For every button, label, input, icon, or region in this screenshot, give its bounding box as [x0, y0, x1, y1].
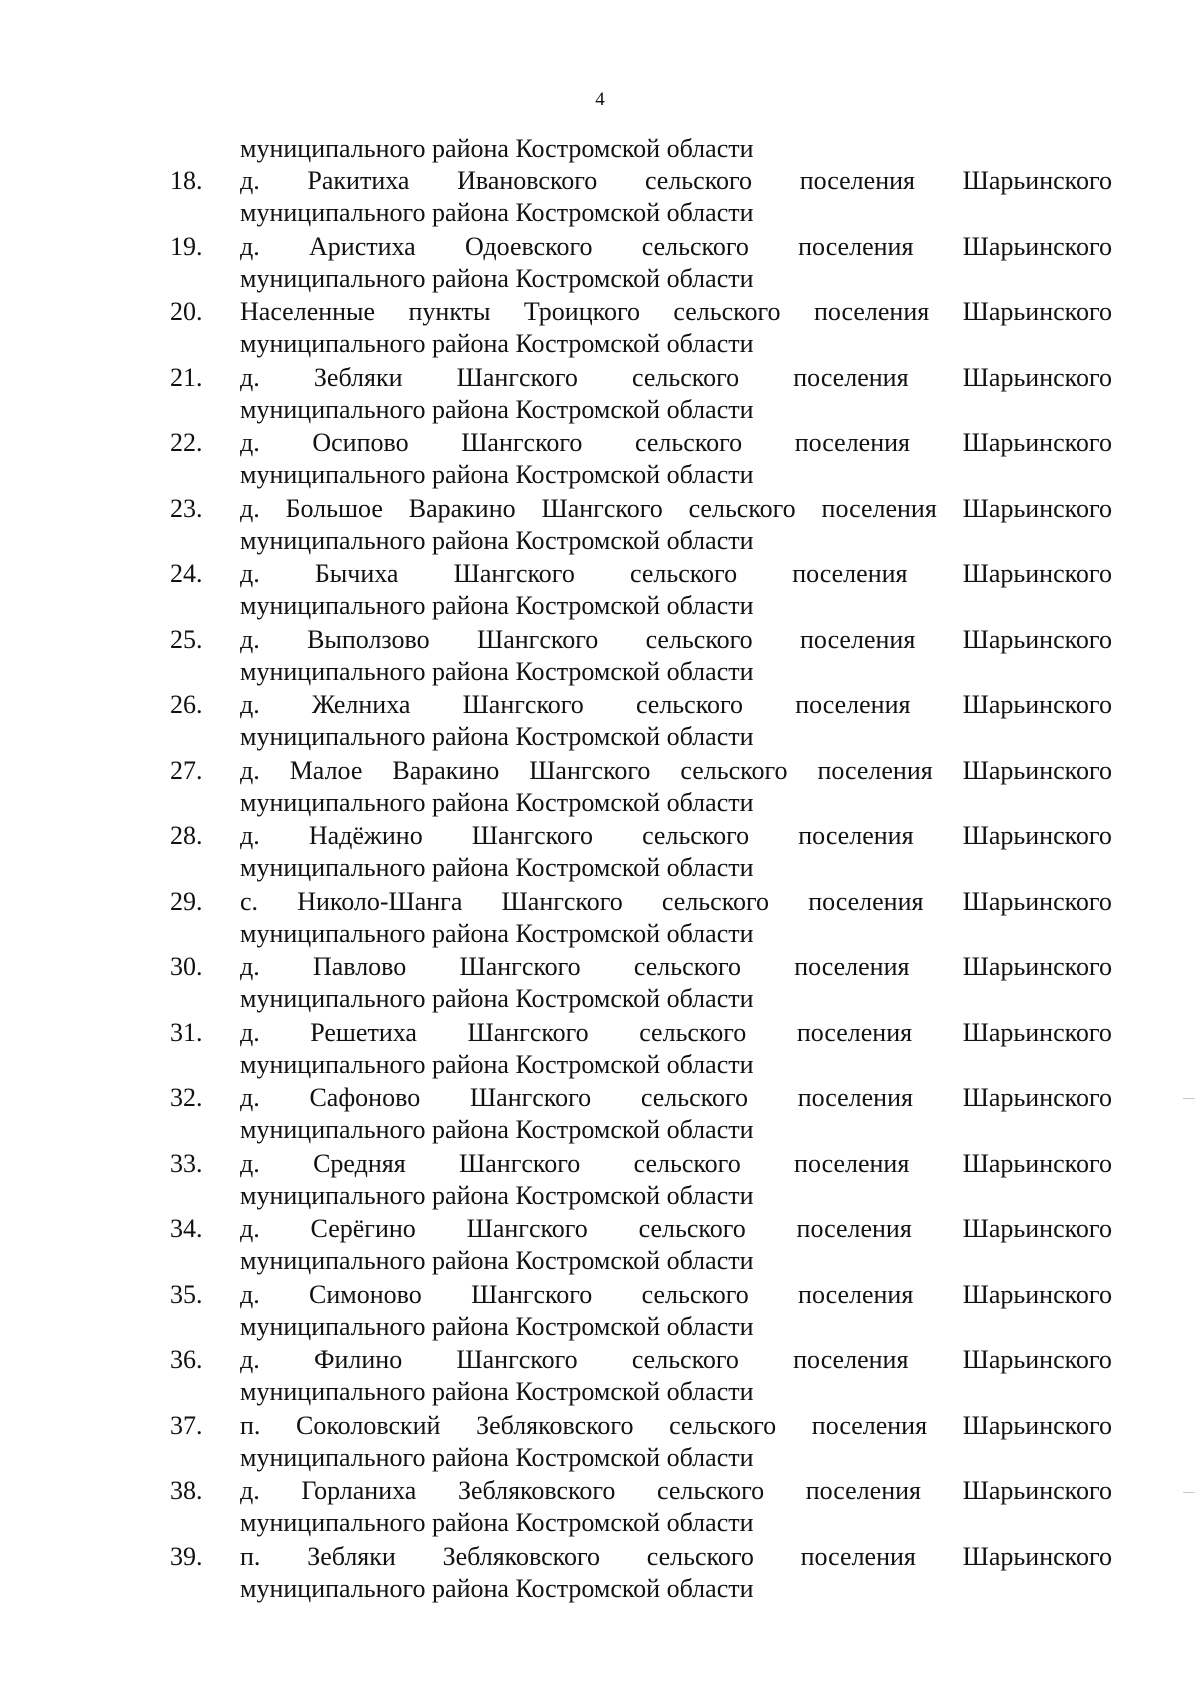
list-item [0, 558, 1200, 624]
item-text-line1: с. Николо-Шанга Шангского сельского поселения Шарьинского [240, 886, 1112, 916]
item-number: 21. [170, 362, 203, 392]
list-item [0, 1082, 1200, 1148]
list-item [0, 1410, 1200, 1476]
item-number: 37. [170, 1410, 203, 1440]
item-text-line2: муниципального района Костромской области [240, 853, 754, 882]
item-text-line2: муниципального района Костромской области [240, 1049, 754, 1079]
item-text-line1: д. Решетиха Шангского сельского поселения Шарьинского [240, 1017, 1112, 1047]
item-text-line1: п. Зебляки Зебляковского сельского поселения Шарьинского [240, 1541, 1112, 1571]
item-text-line1: д. Бычиха Шангского сельского поселения Шарьинского [240, 559, 1112, 588]
item-number: 38. [170, 1476, 203, 1505]
item-text-line1: д. Малое Варакино Шангского сельского поселения Шарьинского [240, 755, 1112, 785]
item-number: 33. [170, 1148, 203, 1178]
item-text-line2: муниципального района Костромской области [240, 1311, 754, 1341]
item-number: 23. [170, 493, 203, 523]
continuation-line: муниципального района Костромской области [240, 134, 754, 163]
item-text-line1: д. Зебляки Шангского сельского поселения Шарьинского [240, 362, 1112, 392]
list-item [0, 493, 1200, 559]
item-text-line2: муниципального района Костромской области [240, 1115, 754, 1144]
list-item [0, 1344, 1200, 1410]
list-item [0, 820, 1200, 886]
list-item [0, 362, 1200, 428]
item-text-line1: д. Осипово Шангского сельского поселения Шарьинского [240, 428, 1112, 457]
item-number: 29. [170, 886, 203, 916]
list-item [0, 951, 1200, 1017]
item-text-line1: д. Средняя Шангского сельского поселения Шарьинского [240, 1148, 1112, 1178]
item-text-line1: д. Желниха Шангского сельского поселения Шарьинского [240, 690, 1112, 719]
item-text-line1: д. Большое Варакино Шангского сельского поселения Шарьинского [240, 493, 1112, 523]
item-number: 39. [170, 1541, 203, 1571]
item-text-line2: муниципального района Костромской области [240, 329, 754, 358]
item-text-line2: муниципального района Костромской области [240, 1442, 754, 1472]
list-item [0, 231, 1200, 297]
item-number: 34. [170, 1214, 203, 1243]
item-text-line2: муниципального района Костромской области [240, 984, 754, 1013]
item-text-line2: муниципального района Костромской области [240, 1508, 754, 1537]
item-number: 28. [170, 821, 203, 850]
item-text-line1: д. Надёжино Шангского сельского поселения Шарьинского [240, 821, 1112, 850]
item-text-line2: муниципального района Костромской области [240, 525, 754, 555]
item-text-line2: муниципального района Костромской области [240, 1246, 754, 1275]
item-text-line1: д. Выползово Шангского сельского поселения Шарьинского [240, 624, 1112, 654]
item-text-line1: д. Серёгино Шангского сельского поселения Шарьинского [240, 1214, 1112, 1243]
item-text-line1: п. Соколовский Зебляковского сельского поселения Шарьинского [240, 1410, 1112, 1440]
item-text-line2: муниципального района Костромской области [240, 394, 754, 424]
item-number: 30. [170, 952, 203, 981]
list-item [0, 296, 1200, 362]
list-item [0, 1279, 1200, 1345]
item-number: 19. [170, 231, 203, 261]
list-item [0, 1213, 1200, 1279]
margin-mark [1183, 1098, 1195, 1099]
page-number: 4 [595, 89, 605, 110]
list-item [0, 1017, 1200, 1083]
list-item [0, 886, 1200, 952]
item-text-line2: муниципального района Костромской области [240, 722, 754, 751]
item-number: 27. [170, 755, 203, 785]
item-text-line1: д. Горланиха Зебляковского сельского поселения Шарьинского [240, 1476, 1112, 1505]
list-item [0, 165, 1200, 231]
list-item [0, 624, 1200, 690]
item-text-line1: д. Симоново Шангского сельского поселения Шарьинского [240, 1279, 1112, 1309]
item-number: 25. [170, 624, 203, 654]
item-text-line1: д. Филино Шангского сельского поселения Шарьинского [240, 1345, 1112, 1374]
item-text-line2: муниципального района Костромской области [240, 656, 754, 686]
item-text-line2: муниципального района Костромской области [240, 263, 754, 293]
item-text-line2: муниципального района Костромской области [240, 1377, 754, 1406]
settlement-list [0, 165, 1200, 1606]
list-item [0, 1148, 1200, 1214]
item-text-line1: д. Аристиха Одоевского сельского поселения Шарьинского [240, 231, 1112, 261]
item-number: 24. [170, 559, 203, 588]
item-number: 35. [170, 1279, 203, 1309]
list-item [0, 427, 1200, 493]
item-text-line2: муниципального района Костромской области [240, 1180, 754, 1210]
list-item [0, 1541, 1200, 1607]
item-text-line1: д. Сафоново Шангского сельского поселения Шарьинского [240, 1083, 1112, 1112]
item-text-line2: муниципального района Костромской области [240, 460, 754, 489]
list-item [0, 689, 1200, 755]
item-text-line2: муниципального района Костромской области [240, 787, 754, 817]
item-text-line1: д. Ракитиха Ивановского сельского поселения Шарьинского [240, 166, 1112, 195]
item-text-line2: муниципального района Костромской области [240, 591, 754, 620]
item-number: 36. [170, 1345, 203, 1374]
item-text-line2: муниципального района Костромской области [240, 198, 754, 227]
item-text-line2: муниципального района Костромской области [240, 918, 754, 948]
item-number: 20. [170, 297, 203, 326]
item-text-line1: д. Павлово Шангского сельского поселения Шарьинского [240, 952, 1112, 981]
item-text-line1: Населенные пункты Троицкого сельского поселения Шарьинского [240, 297, 1112, 326]
item-number: 32. [170, 1083, 203, 1112]
list-item [0, 1475, 1200, 1541]
list-item [0, 755, 1200, 821]
item-text-line2: муниципального района Костромской области [240, 1573, 754, 1603]
item-number: 22. [170, 428, 203, 457]
item-number: 31. [170, 1017, 203, 1047]
margin-mark [1183, 1492, 1195, 1493]
item-number: 26. [170, 690, 203, 719]
item-number: 18. [170, 166, 203, 195]
